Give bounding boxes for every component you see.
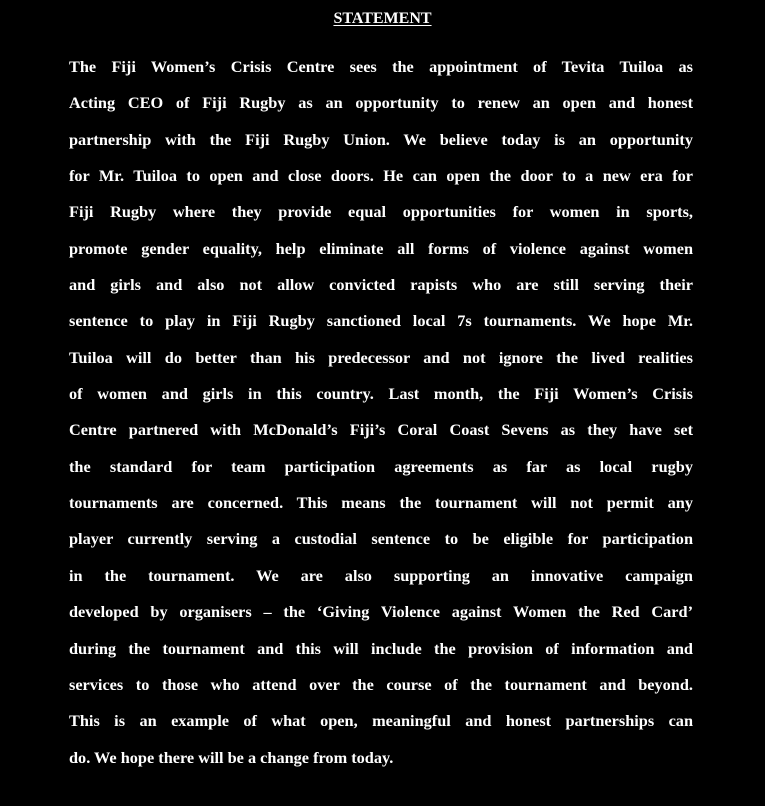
statement-line: of women and girls in this country. Last month, the Fiji Women’s Crisis: [69, 384, 693, 404]
statement-line: services to those who attend over the course of the tournament and beyond.: [69, 674, 693, 694]
statement-title: STATEMENT: [333, 10, 432, 27]
statement-line: Fiji Rugby where they provide equal opportunities for women in sports,: [69, 202, 693, 222]
statement-line: the standard for team participation agreements as far as local rugby: [69, 456, 693, 476]
statement-line: player currently serving a custodial sentence to be eligible for participation: [69, 529, 693, 549]
statement-line: Centre partnered with McDonald’s Fiji’s Coral Coast Sevens as they have set: [69, 420, 693, 440]
statement-line: Tuiloa will do better than his predecessor and not ignore the lived realities: [69, 347, 693, 367]
statement-line: for Mr. Tuiloa to open and close doors. He can open the door to a new era for: [69, 166, 693, 186]
statement-line: tournaments are concerned. This means the tournament will not permit any: [69, 493, 693, 513]
statement-line: The Fiji Women’s Crisis Centre sees the appointment of Tevita Tuiloa as: [69, 57, 693, 76]
statement-line: during the tournament and this will include the provision of information and: [69, 638, 693, 658]
statement-line: in the tournament. We are also supporting an innovative campaign: [69, 565, 693, 585]
statement-body: [69, 55, 693, 782]
statement-line: Acting CEO of Fiji Rugby as an opportunity to renew an open and honest: [69, 93, 693, 113]
statement-line: and girls and also not allow convicted rapists who are still serving their: [69, 275, 693, 295]
statement-line: sentence to play in Fiji Rugby sanctioned local 7s tournaments. We hope Mr.: [69, 311, 693, 331]
statement-line: do. We hope there will be a change from today.: [69, 747, 394, 767]
statement-line: developed by organisers – the ‘Giving Violence against Women the Red Card’: [69, 602, 693, 622]
statement-line: partnership with the Fiji Rugby Union. We believe today is an opportunity: [69, 129, 693, 149]
statement-line: This is an example of what open, meaningful and honest partnerships can: [69, 711, 693, 731]
statement-line: promote gender equality, help eliminate all forms of violence against women: [69, 238, 693, 258]
